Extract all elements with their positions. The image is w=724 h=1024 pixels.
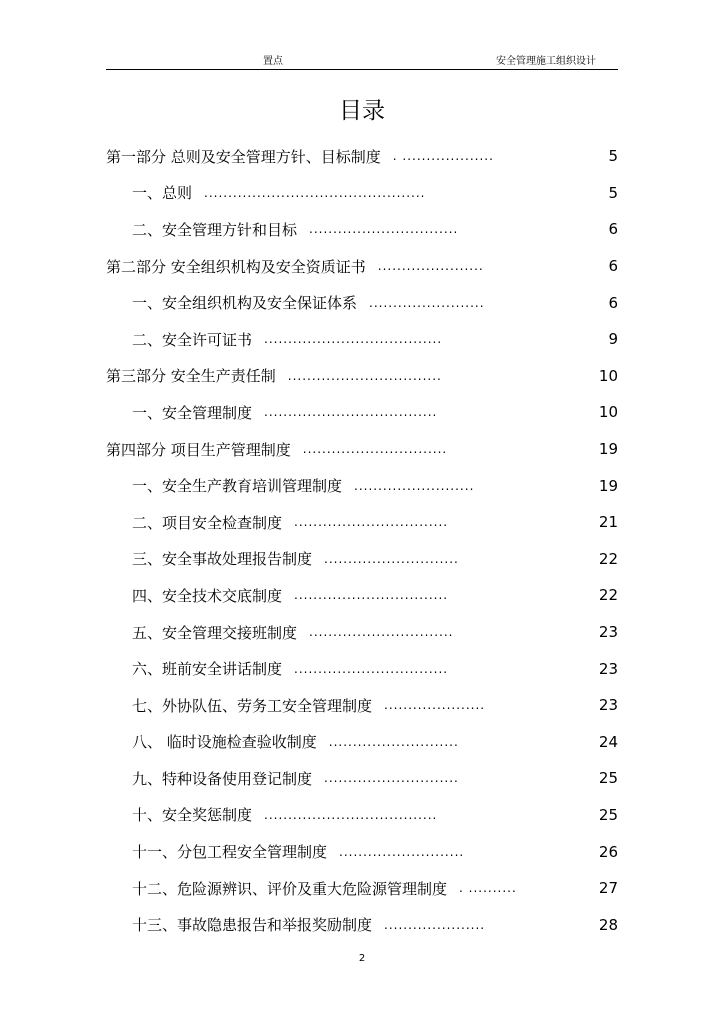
toc-entry-label: 第三部分 安全生产责任制 (106, 367, 276, 386)
toc-entry-page: 25 (598, 769, 618, 788)
toc-entry-page: 6 (608, 257, 618, 276)
toc-entry[interactable] (106, 797, 618, 834)
toc-entry-leader: ............................... (309, 222, 459, 237)
toc-entry[interactable] (106, 760, 618, 797)
toc-entry-leader: ..................... (384, 698, 486, 713)
toc-entry-page: 5 (608, 183, 618, 202)
toc-entry[interactable] (106, 321, 618, 358)
toc-entry-page: 10 (598, 403, 618, 422)
header-right-text: 安全管理施工组织设计 (496, 56, 596, 67)
toc-entry-label: 十三、事故隐患报告和举报奖励制度 (132, 916, 373, 935)
toc-entry-label: 四、安全技术交底制度 (132, 586, 283, 605)
toc-entry-label: 第二部分 安全组织机构及安全资质证书 (106, 257, 366, 276)
toc-entry[interactable] (106, 211, 618, 248)
toc-entry-leader: ........................... (328, 734, 459, 749)
toc-entry-label: 七、外协队伍、劳务工安全管理制度 (132, 696, 373, 715)
toc-entry-page: 28 (598, 915, 618, 934)
toc-entry-label: 二、项目安全检查制度 (132, 513, 283, 532)
toc-entry-label: 十一、分包工程安全管理制度 (132, 843, 328, 862)
toc-entry-label: 八、 临时设施检查验收制度 (132, 733, 317, 752)
toc-entry[interactable] (106, 504, 618, 541)
toc-entry-leader: .................................... (264, 405, 438, 420)
toc-entry-label: 第一部分 总则及安全管理方针、目标制度 (106, 147, 381, 166)
toc-entry-leader: ......................... (354, 478, 475, 493)
toc-entry-leader: ..................... (384, 917, 486, 932)
toc-entry-page: 19 (598, 476, 618, 495)
toc-entry-page: 22 (598, 586, 618, 605)
toc-entry-label: 十二、危险源辨识、评价及重大危险源管理制度 (132, 879, 448, 898)
toc-entry-leader: .............................. (309, 625, 454, 640)
toc-entry-leader: ................................ (294, 588, 449, 603)
toc-entry-label: 六、班前安全讲话制度 (132, 660, 283, 679)
toc-entry-leader: ................................ (294, 515, 449, 530)
toc-entry-page: 25 (598, 805, 618, 824)
toc-entry-leader: ............................ (324, 551, 459, 566)
toc-entry-page: 27 (598, 879, 618, 898)
toc-entry[interactable] (106, 541, 618, 578)
toc-entry[interactable] (106, 284, 618, 321)
toc-entry-page: 19 (598, 440, 618, 459)
toc-entry-page: 10 (598, 366, 618, 385)
toc-entry-page: 21 (598, 513, 618, 532)
toc-entry[interactable] (106, 687, 618, 724)
toc-entry-label: 第四部分 项目生产管理制度 (106, 440, 291, 459)
toc-entry-page: 6 (608, 220, 618, 239)
toc-title: 目录 (339, 98, 385, 124)
toc-entry[interactable] (106, 175, 618, 212)
toc-entry-leader: .............................................. (204, 185, 426, 200)
toc-entry-leader: .................................... (264, 807, 438, 822)
toc-entry[interactable] (106, 650, 618, 687)
toc-entry-label: 一、总则 (132, 184, 193, 203)
toc-entry-leader: ............................ (324, 771, 459, 786)
toc-entry[interactable] (106, 870, 618, 907)
toc-entry[interactable] (106, 358, 618, 395)
header-left-text: 置点 (263, 56, 283, 67)
toc-entry-leader: ................................ (294, 661, 449, 676)
toc-entry-page: 24 (598, 732, 618, 751)
toc-entry-leader: . .......... (459, 881, 517, 896)
toc-entry-label: 五、安全管理交接班制度 (132, 623, 298, 642)
toc-entry-page: 26 (598, 842, 618, 861)
toc-entry-label: 十、安全奖惩制度 (132, 806, 253, 825)
toc-entry-label: 一、安全组织机构及安全保证体系 (132, 294, 358, 313)
toc-entry[interactable] (106, 724, 618, 761)
page-header (106, 50, 618, 70)
toc-entry[interactable] (106, 138, 618, 175)
toc-entry-label: 三、安全事故处理报告制度 (132, 550, 313, 569)
toc-entry[interactable] (106, 248, 618, 285)
toc-entry-page: 23 (598, 696, 618, 715)
toc-entry[interactable] (106, 833, 618, 870)
toc-entry-page: 23 (598, 659, 618, 678)
toc-entry[interactable] (106, 614, 618, 651)
toc-entry[interactable] (106, 431, 618, 468)
toc-entry[interactable] (106, 467, 618, 504)
toc-entry[interactable] (106, 906, 618, 943)
toc-entry-leader: . ................... (392, 149, 494, 164)
toc-entry-leader: ...................... (377, 259, 484, 274)
table-of-contents (106, 138, 618, 943)
toc-entry-label: 二、安全管理方针和目标 (132, 220, 298, 239)
toc-entry-page: 23 (598, 623, 618, 642)
toc-entry-leader: ................................ (287, 368, 442, 383)
toc-entry-page: 6 (608, 293, 618, 312)
toc-entry[interactable] (106, 577, 618, 614)
toc-entry-leader: ..................................... (264, 332, 443, 347)
toc-entry[interactable] (106, 394, 618, 431)
toc-entry-leader: .......................... (339, 844, 465, 859)
toc-entry-page: 9 (608, 330, 618, 349)
toc-entry-label: 九、特种设备使用登记制度 (132, 769, 313, 788)
toc-entry-label: 一、安全生产教育培训管理制度 (132, 477, 343, 496)
page-number: 2 (358, 953, 366, 964)
toc-entry-label: 二、安全许可证书 (132, 330, 253, 349)
toc-entry-page: 22 (598, 549, 618, 568)
toc-entry-page: 5 (608, 147, 618, 166)
toc-entry-label: 一、安全管理制度 (132, 403, 253, 422)
toc-entry-leader: .............................. (302, 442, 448, 457)
toc-entry-leader: ........................ (369, 295, 485, 310)
